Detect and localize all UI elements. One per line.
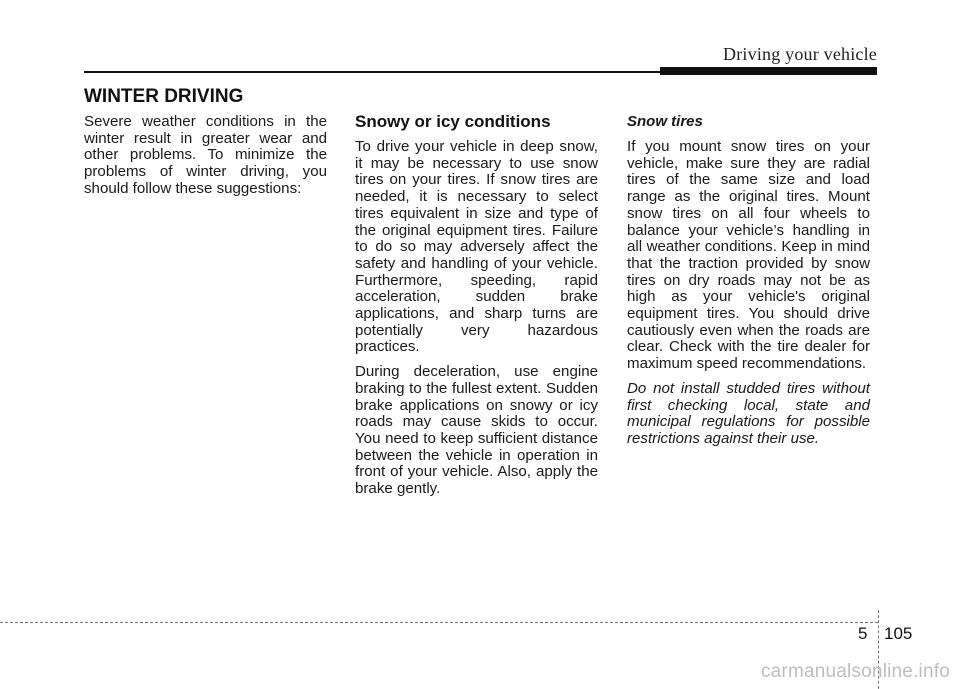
snowy-icy-paragraph-2: During deceleration, use engine braking to the fullest extent. Sudden brake applications on snowy or icy roads may cause skids to occur. You need to keep sufficient distance between the vehicle in operation in front of your vehicle. Also, apply the brake gently. bbox=[355, 363, 598, 498]
column-intro bbox=[84, 112, 327, 206]
snow-tires-warning: Do not install studded tires without first checking local, state and municipal regulations for possible restrictions against their use. bbox=[627, 379, 870, 447]
header-rule-thick bbox=[660, 67, 877, 75]
intro-paragraph: Severe weather conditions in the winter result in greater wear and other problems. To minimize the problems of winter driving, you should follow these suggestions: bbox=[84, 113, 327, 197]
snow-tires-paragraph: If you mount snow tires on your vehicle, make sure they are radial tires of the same size and load range as the original tires. Mount snow tires on all four wheels to balance your vehicle’s handling in all weather conditions. Keep in mind that the traction provided by snow tires on dry roads may not be as high as your vehicle's original equipment tires. You should drive cautiously even when the roads are clear. Check with the tire dealer for maximum speed recommendations. bbox=[627, 138, 870, 373]
page-title: WINTER DRIVING bbox=[84, 86, 244, 107]
snow-tires-heading: Snow tires bbox=[627, 113, 703, 130]
chapter-number: 5 bbox=[858, 624, 868, 643]
header-rule-thin bbox=[84, 71, 660, 73]
column-snowy-icy bbox=[355, 112, 598, 506]
footer-divider bbox=[0, 622, 878, 623]
page-number: 105 bbox=[884, 624, 913, 643]
watermark: carmanualsonline.info bbox=[760, 661, 950, 682]
section-header: Driving your vehicle bbox=[723, 44, 877, 64]
snowy-icy-paragraph-1: To drive your vehicle in deep snow, it may be necessary to use snow tires on your tires. If snow tires are needed, it is necessary to select tires equivalent in size and type of the original equipment tires. Failure to do so may adversely affect the safety and handling of your vehicle. Furthermore, speeding, rapid acceleration, sudden brake applications, and sharp turns are potentially very hazardous practices. bbox=[355, 138, 598, 356]
snowy-icy-heading: Snowy or icy conditions bbox=[355, 112, 551, 131]
column-snow-tires bbox=[627, 112, 870, 456]
